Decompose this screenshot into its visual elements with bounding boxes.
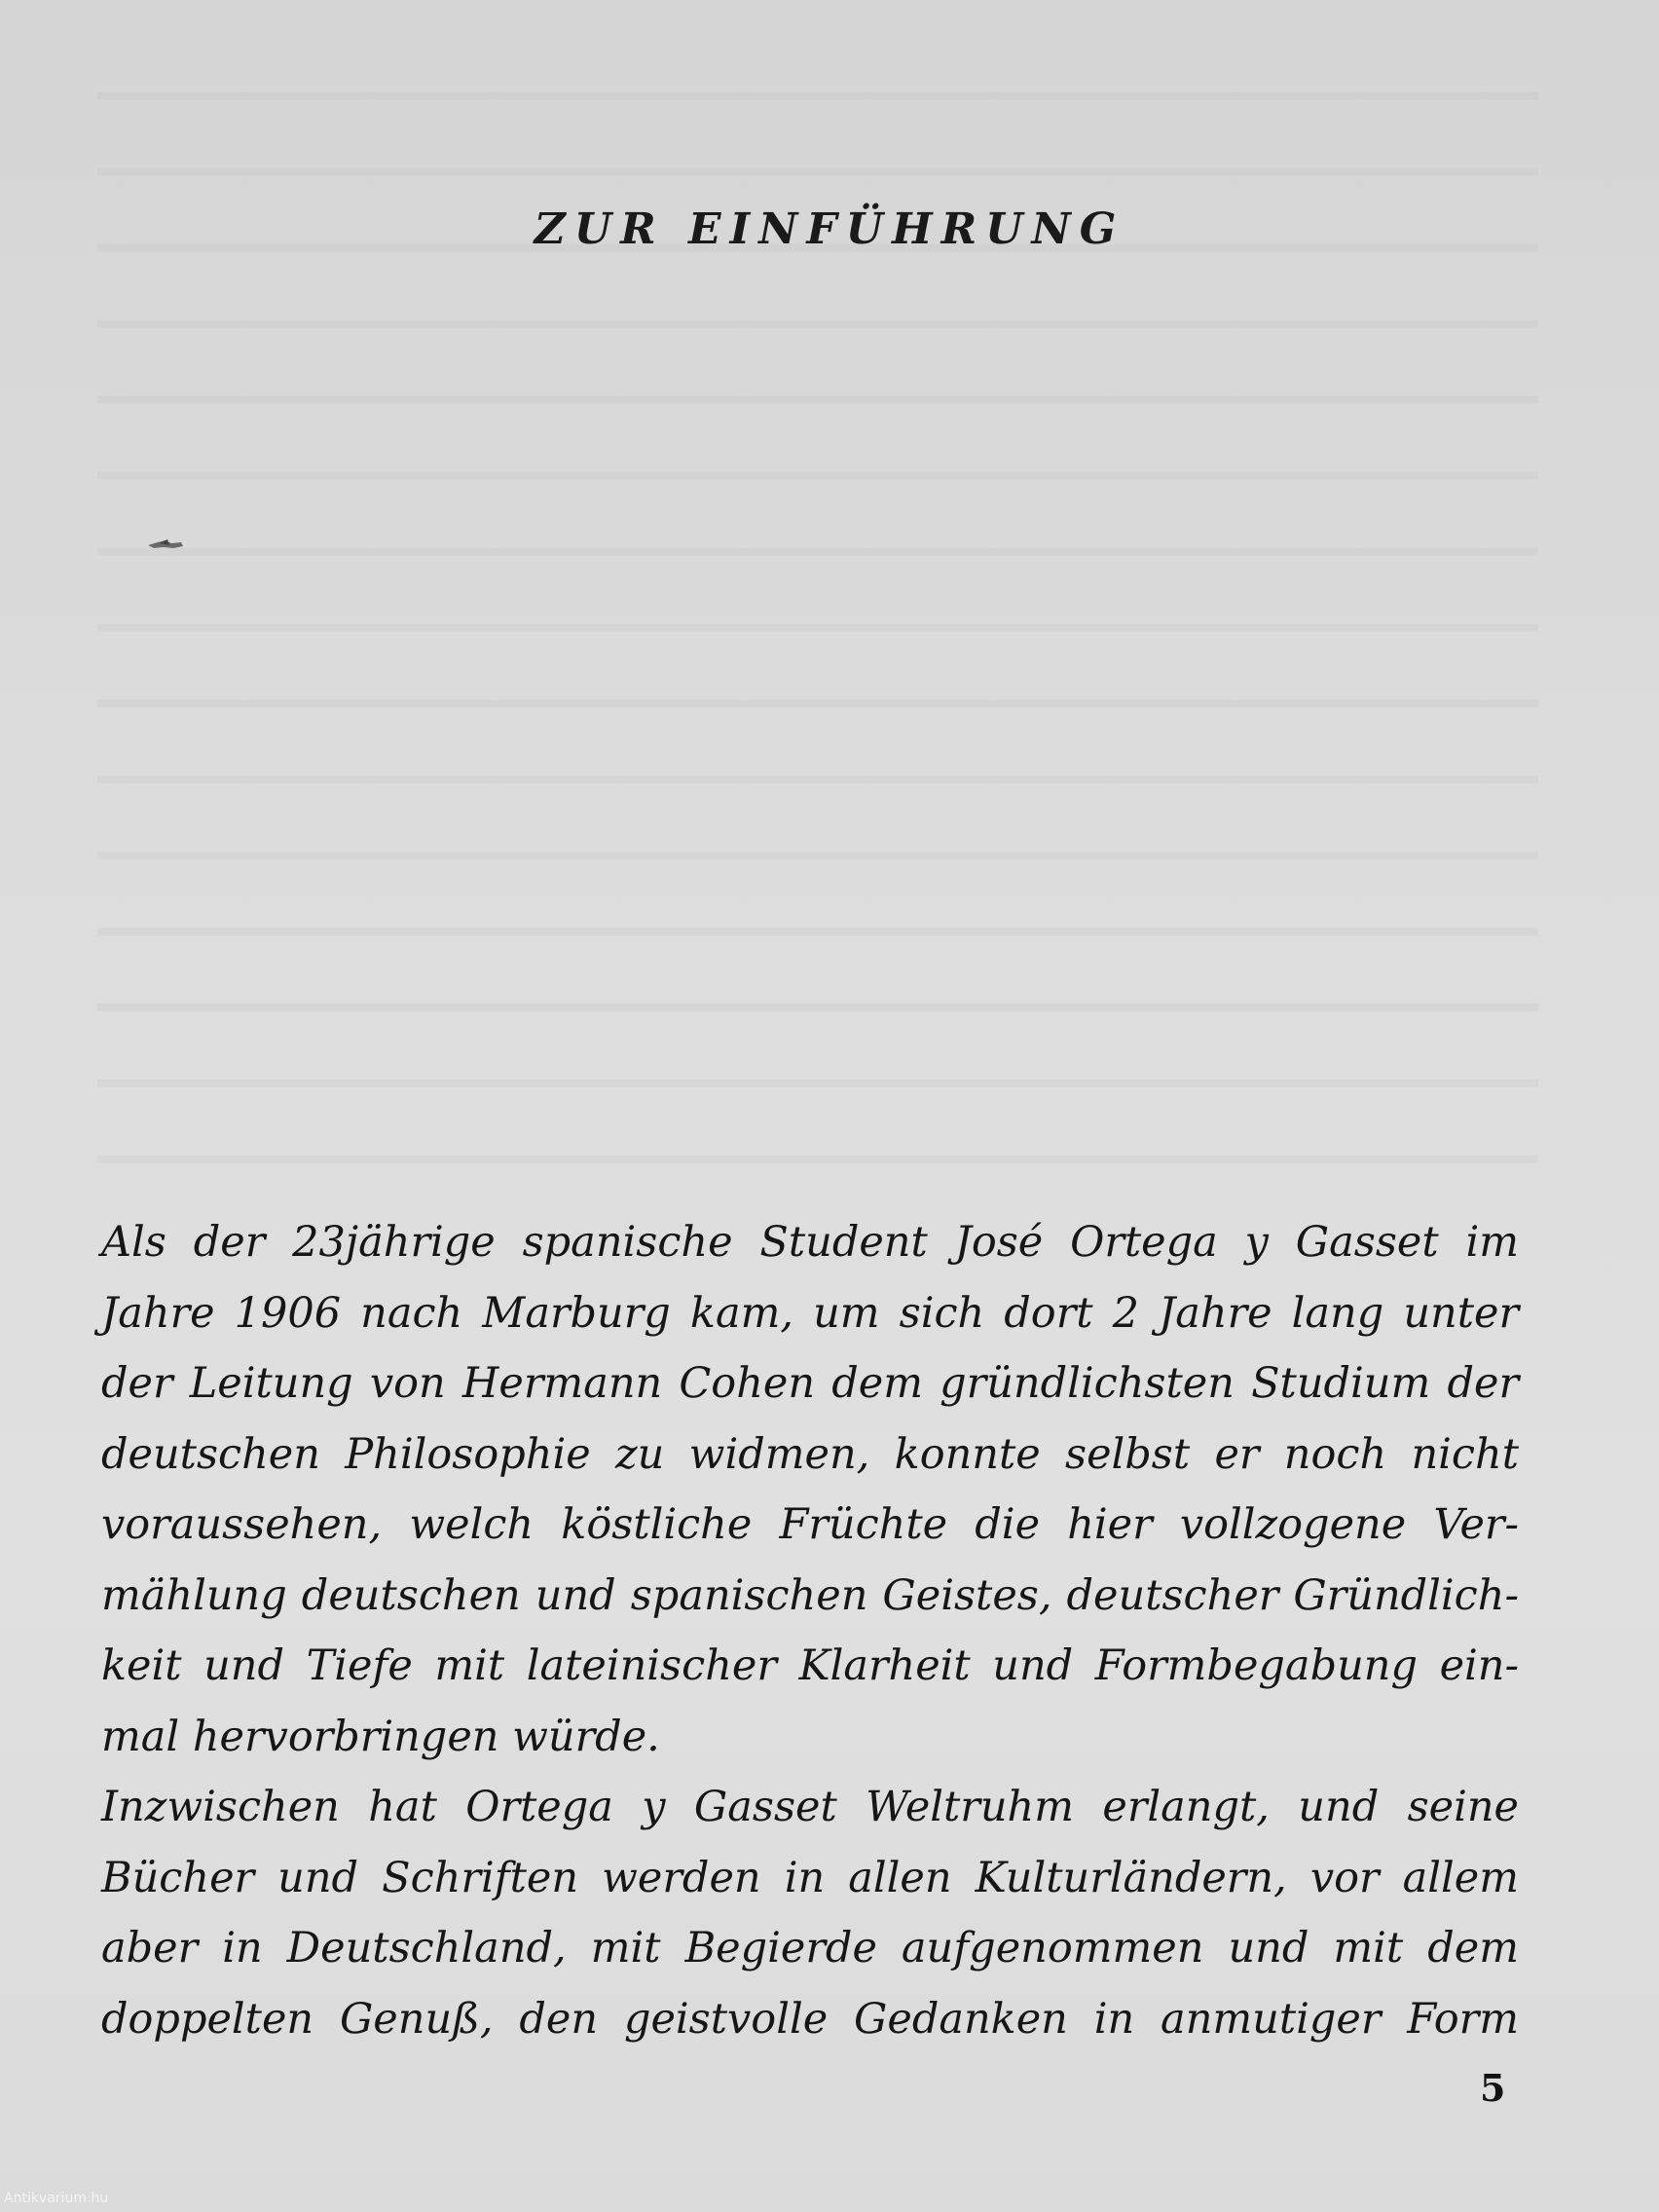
paragraph-line: deutschen Philosophie zu widmen, konnte selbst er noch nicht: [101, 1429, 1519, 1479]
paragraph-line: Als der 23jährige spanische Student José Ortega y Gasset im: [101, 1218, 1519, 1267]
paragraph-line: Bücher und Schriften werden in allen Kulturländern, vor allem: [101, 1853, 1519, 1902]
paragraph-line: voraussehen, welch köstliche Früchte die hier vollzogene Ver-: [101, 1500, 1519, 1549]
paragraph-line: Jahre 1906 nach Marburg kam, um sich dort 2 Jahre lang unter: [101, 1288, 1519, 1338]
page-number: 5: [1480, 2066, 1506, 2110]
ink-speck: [146, 536, 185, 552]
paragraph-line: doppelten Genuß, den geistvolle Gedanken in anmutiger Form: [101, 1994, 1519, 2044]
page-title: ZUR EINFÜHRUNG: [534, 204, 1125, 254]
paragraph-line: der Leitung von Hermann Cohen dem gründlichsten Studium der: [101, 1359, 1519, 1408]
paragraph-line: mal hervorbringen würde.: [101, 1712, 660, 1761]
intro-paragraph: [101, 1207, 1519, 2054]
paragraph-line: Inzwischen hat Ortega y Gasset Weltruhm erlangt, und seine: [101, 1783, 1519, 1831]
paragraph-line: keit und Tiefe mit lateinischer Klarheit und Formbegabung ein-: [101, 1641, 1519, 1690]
paragraph-line: aber in Deutschland, mit Begierde aufgenommen und mit dem: [101, 1924, 1519, 1972]
paragraph-line: mählung deutschen und spanischen Geistes, deutscher Gründlich-: [101, 1570, 1519, 1620]
watermark: Antikvarium.hu: [4, 2191, 109, 2206]
